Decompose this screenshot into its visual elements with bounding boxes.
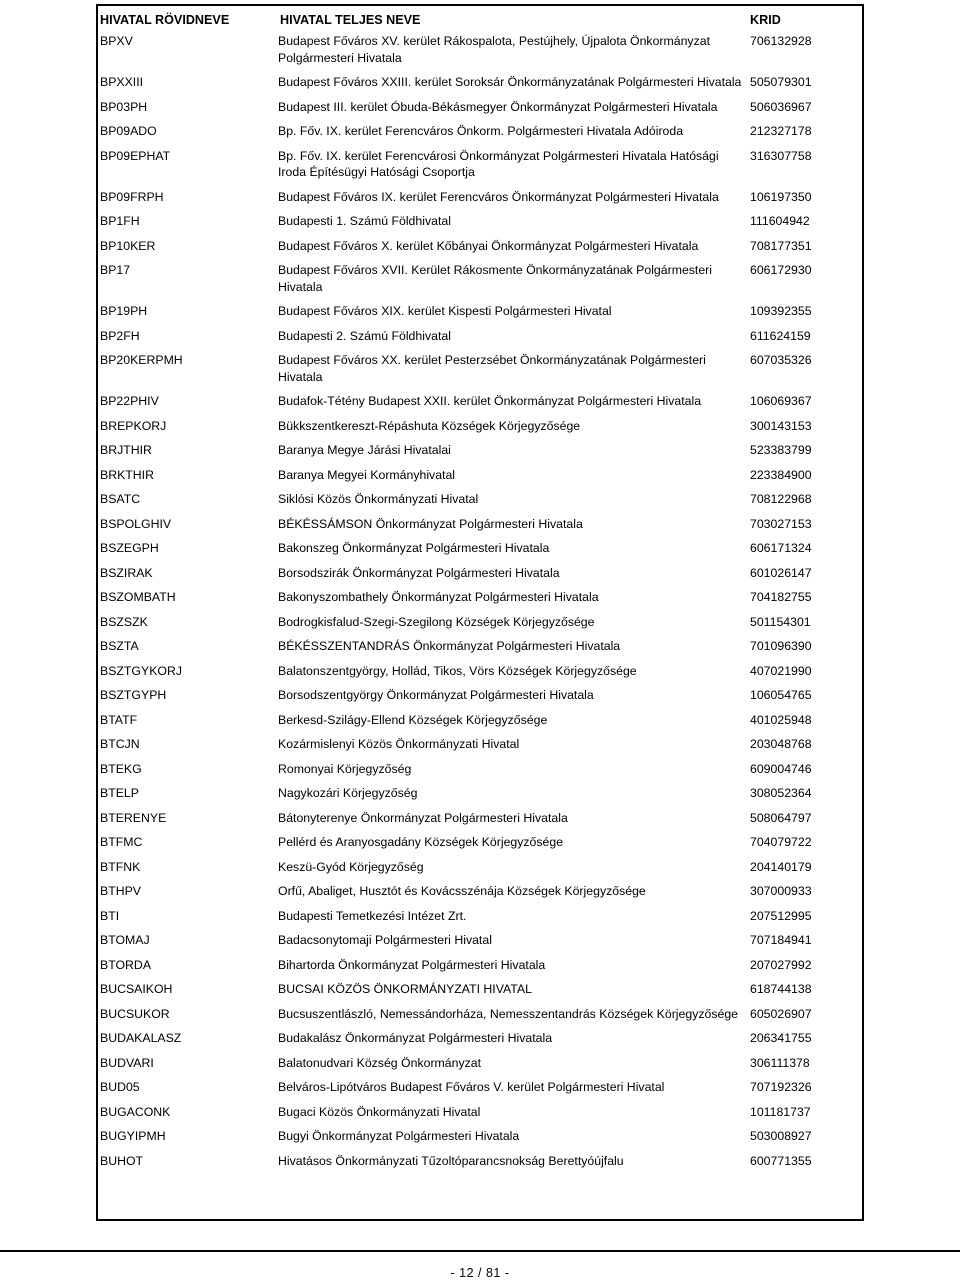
office-short-name: BSPOLGHIV xyxy=(100,516,172,531)
office-full-name: Belváros-Lipótváros Budapest Főváros V. kerület Polgármesteri Hivatal xyxy=(278,1080,665,1094)
table-row xyxy=(98,96,862,121)
office-short-name: BSZTGYPH xyxy=(100,688,167,702)
table-row xyxy=(98,684,862,709)
office-short-name: BUGACONK xyxy=(100,1104,171,1119)
table-row xyxy=(98,488,862,513)
office-full-name: Romonyai Körjegyzőség xyxy=(278,761,412,776)
table-row xyxy=(98,464,862,489)
office-short-name: BRJTHIR xyxy=(100,443,152,457)
office-krid: 300143153 xyxy=(750,418,812,433)
office-krid: 704182755 xyxy=(750,590,812,604)
office-krid: 306111378 xyxy=(750,1055,810,1070)
office-full-name: Baranya Megye Járási Hivatalai xyxy=(278,443,451,457)
office-short-name: BRKTHIR xyxy=(100,467,154,482)
table-row xyxy=(98,300,862,325)
office-short-name: BSZOMBATH xyxy=(100,590,176,604)
office-full-name: Balatonszentgyörgy, Hollád, Tikos, Vörs Községek Körjegyzősége xyxy=(278,663,637,678)
office-short-name: BP20KERPMH xyxy=(100,353,183,367)
table-header-row xyxy=(98,12,862,30)
header-krid: KRID xyxy=(750,13,781,27)
office-krid: 505079301 xyxy=(750,75,812,89)
table-row xyxy=(98,611,862,636)
office-short-name: BPXV xyxy=(100,34,133,48)
office-full-name: Bakonszeg Önkormányzat Polgármesteri Hivatala xyxy=(278,541,550,555)
table-row xyxy=(98,415,862,440)
office-full-name: Hivatásos Önkormányzati Tűzoltóparancsnokság Berettyóújfalu xyxy=(278,1153,624,1168)
office-short-name: BTERENYE xyxy=(100,810,167,825)
office-short-name: BTFMC xyxy=(100,835,143,849)
office-krid: 307000933 xyxy=(750,884,812,898)
office-krid: 207027992 xyxy=(750,957,812,972)
table-row xyxy=(98,978,862,1003)
office-full-name: Bugyi Önkormányzat Polgármesteri Hivatala xyxy=(278,1129,520,1143)
office-full-name: Budapesti 2. Számú Földhivatal xyxy=(278,328,451,343)
office-krid: 506036967 xyxy=(750,99,812,114)
office-short-name: BP17 xyxy=(100,263,131,277)
office-krid: 223384900 xyxy=(750,467,812,482)
document-table-frame xyxy=(96,4,864,1221)
office-short-name: BSZIRAK xyxy=(100,565,153,580)
office-short-name: BREPKORJ xyxy=(100,418,167,433)
office-short-name: BP03PH xyxy=(100,99,148,114)
office-krid: 501154301 xyxy=(750,614,811,629)
table-row xyxy=(98,929,862,954)
office-krid: 701096390 xyxy=(750,639,812,653)
office-krid: 212327178 xyxy=(750,124,812,138)
office-full-name: Bakonyszombathely Önkormányzat Polgármesteri Hivatala xyxy=(278,590,599,604)
office-krid: 606172930 xyxy=(750,263,812,277)
office-full-name: Bugaci Közös Önkormányzati Hivatal xyxy=(278,1104,481,1119)
office-krid: 203048768 xyxy=(750,737,812,751)
office-full-name: Budafok-Tétény Budapest XXII. kerület Önkormányzat Polgármesteri Hivatala xyxy=(278,394,702,408)
office-krid: 407021990 xyxy=(750,663,812,678)
office-full-name: Borsodszentgyörgy Önkormányzat Polgármesteri Hivatala xyxy=(278,688,594,702)
office-short-name: BTI xyxy=(100,908,120,923)
office-full-name: Bp. Főv. IX. kerület Ferencváros Önkorm. Polgármesteri Hivatala Adóiroda xyxy=(278,124,684,138)
office-full-name: Keszü-Gyód Körjegyzőség xyxy=(278,859,424,874)
office-short-name: BTATF xyxy=(100,712,138,727)
office-krid: 708122968 xyxy=(750,492,812,506)
office-krid: 706132928 xyxy=(750,34,812,48)
office-short-name: BPXXIII xyxy=(100,75,144,89)
office-short-name: BP09FRPH xyxy=(100,189,164,204)
office-krid: 707184941 xyxy=(750,933,812,947)
table-row xyxy=(98,562,862,587)
page-number: - 12 / 81 - xyxy=(450,1266,510,1280)
office-krid: 609004746 xyxy=(750,761,812,776)
office-short-name: BP09ADO xyxy=(100,124,157,138)
office-krid: 316307758 xyxy=(750,148,812,163)
office-full-name: Bucsuszentlászló, Nemessándorháza, Nemesszentandrás Községek Körjegyzősége xyxy=(278,1006,739,1021)
table-body xyxy=(98,30,862,1174)
office-short-name: BTOMAJ xyxy=(100,933,150,947)
office-krid: 611624159 xyxy=(750,328,811,343)
office-krid: 106069367 xyxy=(750,394,812,408)
office-full-name: Budapest Főváros XVII. Kerület Rákosmente Önkormányzatának Polgármesteri Hivatala xyxy=(278,263,713,294)
table-row xyxy=(98,390,862,415)
table-row xyxy=(98,954,862,979)
table-row xyxy=(98,71,862,96)
office-krid: 508064797 xyxy=(750,810,812,825)
office-full-name: Budapest Főváros XXIII. kerület Soroksár Önkormányzatának Polgármesteri Hivatala xyxy=(278,75,742,89)
office-short-name: BTEKG xyxy=(100,761,142,776)
office-full-name: Budapest Főváros IX. kerület Ferencváros Önkormányzat Polgármesteri Hivatala xyxy=(278,189,719,204)
table-row xyxy=(98,1052,862,1077)
table-row xyxy=(98,733,862,758)
office-full-name: Borsodszirák Önkormányzat Polgármesteri Hivatala xyxy=(278,565,560,580)
office-full-name: Bihartorda Önkormányzat Polgármesteri Hivatala xyxy=(278,957,546,972)
office-krid: 704079722 xyxy=(750,835,812,849)
office-full-name: Budapest Főváros X. kerület Kőbányai Önkormányzat Polgármesteri Hivatala xyxy=(278,238,699,253)
table-row xyxy=(98,537,862,562)
table-row xyxy=(98,660,862,685)
office-short-name: BUDAKALASZ xyxy=(100,1031,182,1045)
table-row xyxy=(98,145,862,186)
office-krid: 618744138 xyxy=(750,982,812,996)
office-short-name: BSZTA xyxy=(100,639,139,653)
office-full-name: Badacsonytomaji Polgármesteri Hivatal xyxy=(278,933,492,947)
office-short-name: BSZEGPH xyxy=(100,541,159,555)
office-krid: 106197350 xyxy=(750,189,812,204)
office-full-name: Budapest III. kerület Óbuda-Békásmegyer Önkormányzat Polgármesteri Hivatala xyxy=(278,99,718,114)
table-row xyxy=(98,235,862,260)
office-krid: 523383799 xyxy=(750,443,812,457)
table-row xyxy=(98,856,862,881)
office-krid: 606171324 xyxy=(750,541,812,555)
office-full-name: Balatonudvari Község Önkormányzat xyxy=(278,1055,482,1070)
office-short-name: BUCSAIKOH xyxy=(100,982,173,996)
office-full-name: Kozármislenyi Közös Önkormányzati Hivatal xyxy=(278,737,520,751)
office-krid: 708177351 xyxy=(750,238,812,253)
table-row xyxy=(98,349,862,390)
office-krid: 503008927 xyxy=(750,1129,812,1143)
office-registry-table xyxy=(98,12,862,1174)
office-full-name: Budapesti Temetkezési Intézet Zrt. xyxy=(278,908,467,923)
office-krid: 600771355 xyxy=(750,1153,812,1168)
office-krid: 204140179 xyxy=(750,859,812,874)
office-krid: 207512995 xyxy=(750,908,812,923)
office-short-name: BP09EPHAT xyxy=(100,148,171,163)
office-short-name: BUHOT xyxy=(100,1153,144,1168)
table-row xyxy=(98,210,862,235)
office-krid: 106054765 xyxy=(750,688,812,702)
office-full-name: BÉKÉSSÁMSON Önkormányzat Polgármesteri Hivatala xyxy=(278,516,583,531)
table-row xyxy=(98,1076,862,1101)
office-short-name: BP10KER xyxy=(100,238,156,253)
office-short-name: BP22PHIV xyxy=(100,394,159,408)
office-short-name: BTORDA xyxy=(100,957,152,972)
office-short-name: BTFNK xyxy=(100,859,141,874)
table-row xyxy=(98,1003,862,1028)
table-row xyxy=(98,880,862,905)
header-full-name: HIVATAL TELJES NEVE xyxy=(280,13,421,27)
table-row xyxy=(98,186,862,211)
office-full-name: BÉKÉSSZENTANDRÁS Önkormányzat Polgármesteri Hivatala xyxy=(278,639,621,653)
office-krid: 101181737 xyxy=(750,1104,811,1119)
office-full-name: Budapesti 1. Számú Földhivatal xyxy=(278,214,451,228)
table-row xyxy=(98,807,862,832)
office-krid: 206341755 xyxy=(750,1031,812,1045)
office-short-name: BTCJN xyxy=(100,737,140,751)
office-krid: 707192326 xyxy=(750,1080,812,1094)
office-full-name: Budapest Főváros XV. kerület Rákospalota, Pestújhely, Újpalota Önkormányzat Polgármesteri Hivatala xyxy=(278,34,710,65)
table-row xyxy=(98,439,862,464)
office-full-name: Budapest Főváros XX. kerület Pesterzsébet Önkormányzatának Polgármesteri Hivatala xyxy=(278,353,706,384)
office-krid: 401025948 xyxy=(750,712,812,727)
office-krid: 605026907 xyxy=(750,1006,812,1021)
office-krid: 109392355 xyxy=(750,304,812,318)
table-row xyxy=(98,782,862,807)
office-short-name: BP19PH xyxy=(100,304,148,318)
office-full-name: Pellérd és Aranyosgadány Községek Körjegyzősége xyxy=(278,835,564,849)
table-row xyxy=(98,1101,862,1126)
office-short-name: BTELP xyxy=(100,786,139,800)
table-row xyxy=(98,831,862,856)
table-row xyxy=(98,1027,862,1052)
office-krid: 308052364 xyxy=(750,786,812,800)
footer-divider xyxy=(0,1250,960,1252)
table-row xyxy=(98,635,862,660)
office-short-name: BSZTGYKORJ xyxy=(100,663,182,678)
office-short-name: BP2FH xyxy=(100,328,140,343)
office-full-name: Siklósi Közös Önkormányzati Hivatal xyxy=(278,492,479,506)
table-row xyxy=(98,30,862,71)
office-full-name: Bp. Főv. IX. kerület Ferencvárosi Önkormányzat Polgármesteri Hivatala Hatósági Iroda Építésügyi Hatósági Csoportja xyxy=(278,148,719,179)
table-row xyxy=(98,120,862,145)
table-row xyxy=(98,905,862,930)
office-short-name: BP1FH xyxy=(100,214,140,228)
office-krid: 703027153 xyxy=(750,516,812,531)
table-row xyxy=(98,259,862,300)
table-row xyxy=(98,1125,862,1150)
office-full-name: Bükkszentkereszt-Répáshuta Községek Körjegyzősége xyxy=(278,418,581,433)
table-row xyxy=(98,758,862,783)
office-short-name: BUD05 xyxy=(100,1080,140,1094)
office-full-name: Bátonyterenye Önkormányzat Polgármesteri Hivatala xyxy=(278,810,568,825)
office-krid: 607035326 xyxy=(750,353,812,367)
table-row xyxy=(98,513,862,538)
office-short-name: BUCSUKOR xyxy=(100,1006,170,1021)
office-full-name: Nagykozári Körjegyzőség xyxy=(278,786,418,800)
office-short-name: BUDVARI xyxy=(100,1055,154,1070)
office-short-name: BSATC xyxy=(100,492,141,506)
table-row xyxy=(98,1150,862,1175)
table-row xyxy=(98,586,862,611)
table-row xyxy=(98,325,862,350)
office-full-name: Berkesd-Szilágy-Ellend Községek Körjegyzősége xyxy=(278,712,548,727)
office-full-name: Budakalász Önkormányzat Polgármesteri Hivatala xyxy=(278,1031,553,1045)
office-krid: 601026147 xyxy=(750,565,812,580)
table-row xyxy=(98,709,862,734)
office-full-name: Budapest Főváros XIX. kerület Kispesti Polgármesteri Hivatal xyxy=(278,304,612,318)
office-full-name: BUCSAI KÖZÖS ÖNKORMÁNYZATI HIVATAL xyxy=(278,982,532,996)
office-full-name: Baranya Megyei Kormányhivatal xyxy=(278,467,456,482)
header-short-name: HIVATAL RÖVIDNEVE xyxy=(100,13,230,27)
office-short-name: BSZSZK xyxy=(100,614,148,629)
office-full-name: Orfű, Abaliget, Husztót és Kovácsszénája Községek Körjegyzősége xyxy=(278,884,646,898)
office-short-name: BUGYIPMH xyxy=(100,1129,166,1143)
office-krid: 111604942 xyxy=(750,214,810,228)
office-full-name: Bodrogkisfalud-Szegi-Szegilong Községek Körjegyzősége xyxy=(278,614,595,629)
office-short-name: BTHPV xyxy=(100,884,141,898)
